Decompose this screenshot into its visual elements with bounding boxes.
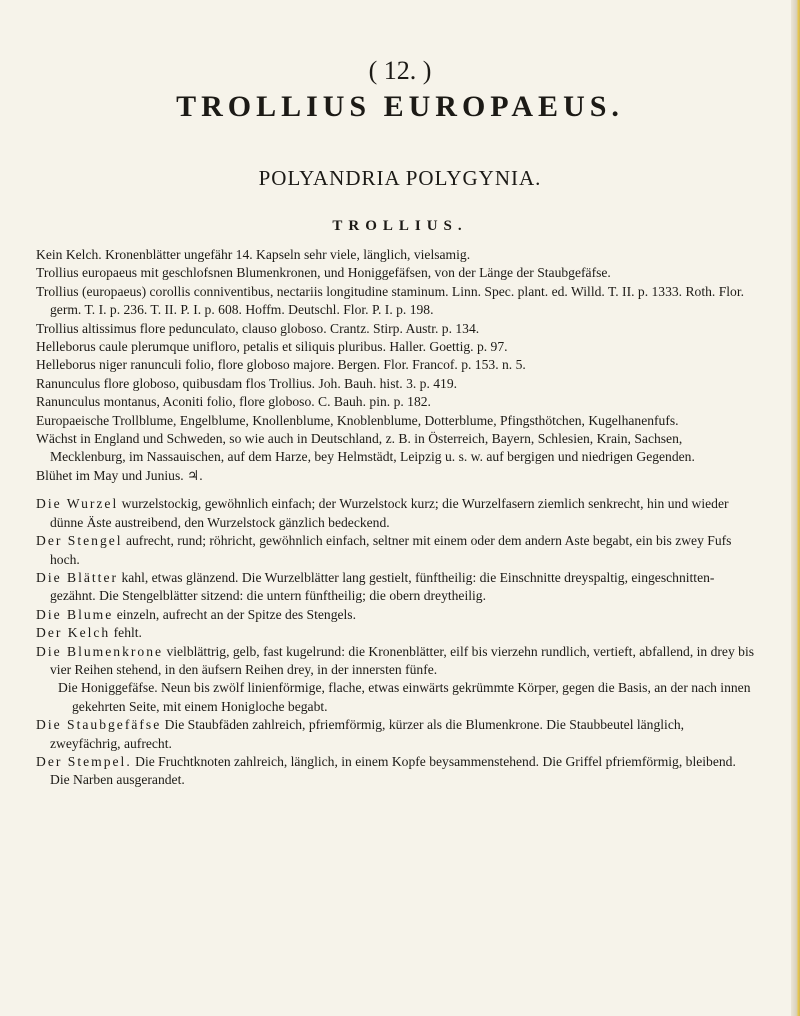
flowering-time: Blühet im May und Junius. ♃. [36, 467, 203, 483]
desc-text: wurzelstockig, gewöhnlich einfach; der Wurzelstock kurz; die Wurzelfasern ziemlich senkrecht, hin und wieder dünne Äste austreibend, den Wurzelstock gänzlich bedeckend. [50, 496, 729, 530]
desc-text: fehlt. [113, 625, 142, 641]
synonym-linnaeus: Trollius (europaeus) corollis conniventibus, nectariis longitudine staminum. Linn. Spec. plant. ed. Willd. T. II. p. 1333. Roth. Flor. germ. T. I. p. 236. T. II. P. I. p. 608. Hoffm. Deutschl. Flor. P. I. p. 198. [36, 283, 745, 318]
synonym-crantz: Trollius altissimus flore pedunculato, clauso globoso. Crantz. Stirp. Austr. p. 134. [36, 320, 480, 336]
page-title: TROLLIUS EUROPAEUS. [176, 90, 624, 123]
desc-term: Die Blume [36, 606, 114, 622]
desc-calyx [36, 624, 756, 642]
desc-term: Die Blätter [36, 569, 119, 585]
desc-corolla [36, 643, 756, 680]
synonym-bergen: Helleborus niger ranunculi folio, flore globoso majore. Bergen. Flor. Francof. p. 153. n. 5. [36, 357, 526, 373]
genus-heading: TROLLIUS. [332, 218, 468, 234]
desc-term: Der Stempel. [36, 753, 132, 769]
page-edge [791, 0, 800, 1016]
habitat: Wächst in England und Schweden, so wie auch in Deutschland, z. B. in Österreich, Bayern, Schlesien, Krain, Sachsen, Mecklenburg, im Nassauischen, auf dem Harze, bey Helmstädt, Leipzig u. s. w. auf bergigen und niedrigen Gegenden. [36, 431, 695, 465]
desc-pistil [36, 753, 756, 790]
desc-text: Die Fruchtknoten zahlreich, länglich, in einem Kopfe beysammenstehend. Die Griffel pfriemförmig, bleibend. Die Narben ausgerandet. [50, 753, 736, 788]
desc-leaves [36, 569, 756, 606]
desc-text: kahl, etwas glänzend. Die Wurzelblätter lang gestielt, fünftheilig: die Einschnitte dreyspaltig, eingeschnitten-gezähnt. Die Stengelblätter sitzend: die untern fünftheilig; die obern dreytheilig. [50, 569, 715, 604]
species-diagnosis: Trollius europaeus mit geschlofsnen Blumenkronen, und Honiggefäfsen, von der Länge der Staubgefäfse. [36, 265, 611, 281]
desc-text: aufrecht, rund; röhricht, gewöhnlich einfach, seltner mit einem oder dem andern Aste begabt, ein bis zwey Fufs hoch. [50, 533, 732, 567]
desc-stamens [36, 716, 756, 753]
desc-term: Der Stengel [36, 533, 123, 549]
synonym-c-bauhin: Ranunculus montanus, Aconiti folio, flore globoso. C. Bauh. pin. p. 182. [36, 394, 431, 410]
desc-term: Die Staubgefäfse [36, 717, 162, 733]
page-number: ( 12. ) [368, 56, 432, 85]
desc-text: einzeln, aufrecht an der Spitze des Stengels. [116, 606, 356, 622]
desc-flower [36, 606, 756, 624]
desc-stem [36, 532, 756, 569]
desc-term: Die Blumenkrone [36, 643, 164, 659]
genus-characters: Kein Kelch. Kronenblätter ungefähr 14. Kapseln sehr viele, länglich, vielsamig. [36, 247, 471, 262]
desc-text: Die Honiggefäfse. Neun bis zwölf linienförmige, flache, etwas einwärts gekrümmte Körper, gegen die Basis, an der nach innen gekehrten Seite, mit einem Honigloche begabt. [58, 680, 751, 714]
text-body [36, 246, 756, 790]
desc-term: Die Wurzel [36, 496, 119, 512]
desc-root [36, 495, 756, 532]
synonym-joh-bauhin: Ranunculus flore globoso, quibusdam flos Trollius. Joh. Bauh. hist. 3. p. 419. [36, 375, 458, 391]
classification-heading: POLYANDRIA POLYGYNIA. [258, 166, 542, 190]
desc-text: vielblättrig, gelb, fast kugelrund: die Kronenblätter, eilf bis vierzehn rundlich, vertieft, abfallend, in drey bis vier Reihen stehend, in den äufsern Reihen drey, in der innersten fünfe. [50, 643, 755, 677]
synonym-haller: Helleborus caule plerumque unifloro, petalis et siliquis pluribus. Haller. Goettig. p. 97. [36, 339, 508, 355]
common-names: Europaeische Trollblume, Engelblume, Knollenblume, Knoblenblume, Dotterblume, Pfingsthötchen, Kugelhanenfufs. [36, 412, 679, 428]
desc-nectaries [36, 679, 756, 716]
desc-term: Der Kelch [36, 625, 111, 641]
desc-text: Die Staubfäden zahlreich, pfriemförmig, kürzer als die Blumenkrone. Die Staubbeutel länglich, zweyfächrig, aufrecht. [50, 717, 685, 751]
